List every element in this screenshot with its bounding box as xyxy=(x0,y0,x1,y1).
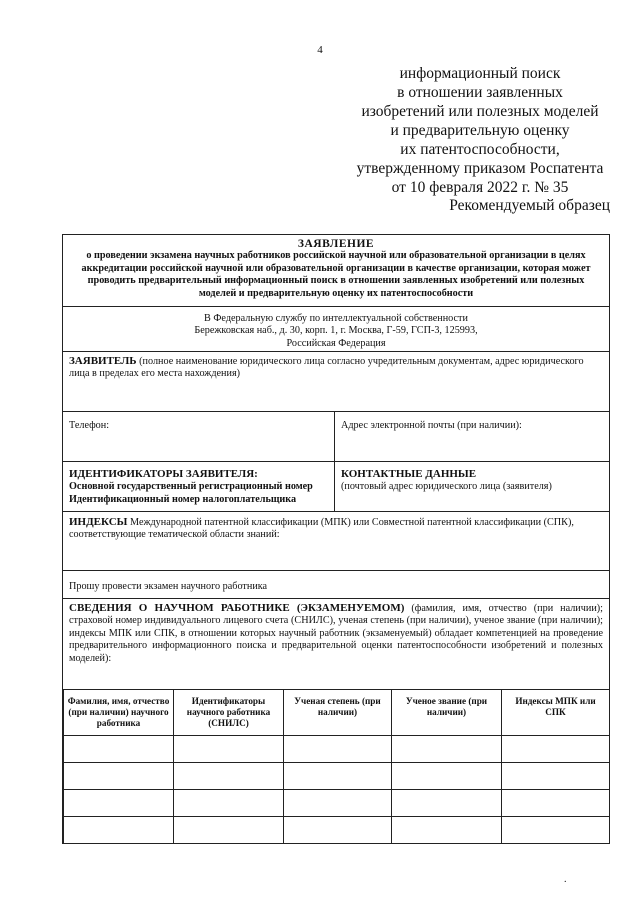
request-text: Прошу провести экзамен научного работника xyxy=(69,581,268,592)
table-cell[interactable] xyxy=(174,763,284,790)
header-line: утвержденному приказом Роспатента xyxy=(356,160,604,177)
worker-section xyxy=(63,599,609,845)
addressee-line: Российская Федерация xyxy=(286,337,386,349)
table-cell[interactable] xyxy=(284,763,392,790)
table-cell[interactable] xyxy=(64,736,174,763)
table-cell[interactable] xyxy=(392,736,502,763)
applicant-field[interactable] xyxy=(63,352,609,412)
table-cell[interactable] xyxy=(284,790,392,817)
table-cell[interactable] xyxy=(174,736,284,763)
addressee-line: В Федеральную службу по интеллектуальной собственности xyxy=(204,313,468,324)
contact-row xyxy=(63,412,609,462)
page-number: 4 xyxy=(317,44,323,56)
table-row xyxy=(64,763,610,790)
addressee-line: Бережковская наб., д. 30, корп. 1, г. Москва, Г-59, ГСП-3, 125993, xyxy=(194,325,478,337)
table-cell[interactable] xyxy=(64,817,174,844)
column-header-degree: Ученая степень (при наличии) xyxy=(284,690,392,736)
column-header-title: Ученое звание (при наличии) xyxy=(392,690,502,736)
header-line: в отношении заявленных xyxy=(397,84,563,101)
table-cell[interactable] xyxy=(284,817,392,844)
application-form xyxy=(62,234,610,844)
contacts-label: КОНТАКТНЫЕ ДАННЫЕ xyxy=(341,468,477,480)
table-row xyxy=(64,817,610,844)
indices-description: Международной патентной классификации (МПК) или Совместной патентной классификации (СПК), соответствующие тематической области знаний: xyxy=(69,517,574,541)
table-cell[interactable] xyxy=(174,817,284,844)
table-row xyxy=(64,736,610,763)
contacts-field[interactable] xyxy=(335,462,609,511)
header-line: изобретений или полезных моделей xyxy=(361,103,599,120)
recommended-sample-label: Рекомендуемый образец xyxy=(449,197,610,214)
addressee-section xyxy=(63,307,609,352)
header-line: от 10 февраля 2022 г. № 35 xyxy=(391,179,569,196)
identifiers-row xyxy=(63,462,609,512)
table-cell[interactable] xyxy=(284,736,392,763)
approval-header xyxy=(350,64,610,197)
identifiers-label: ИДЕНТИФИКАТОРЫ ЗАЯВИТЕЛЯ: xyxy=(69,468,258,480)
indices-field[interactable] xyxy=(63,512,609,571)
request-section xyxy=(63,571,609,599)
worker-description: (фамилия, имя, отчество (при наличии); страховой номер индивидуального лицевого счета (СНИЛС), ученая степень (при наличии), ученое звание (при наличии); индексы МПК или СПК, в отношении которых научный работник (экзаменуемый) обладает компетенцией на проведение предварительного информационного поиска и предварительной оценки патентоспособности изобретений и полезных моделей): xyxy=(69,603,603,664)
form-title: ЗАЯВЛЕНИЕ xyxy=(297,238,375,250)
table-cell[interactable] xyxy=(502,817,610,844)
email-field[interactable] xyxy=(335,412,609,461)
table-cell[interactable] xyxy=(502,736,610,763)
table-cell[interactable] xyxy=(502,790,610,817)
applicant-label: ЗАЯВИТЕЛЬ xyxy=(69,355,137,367)
email-label: Адрес электронной почты (при наличии): xyxy=(341,420,522,431)
phone-field[interactable] xyxy=(63,412,335,461)
table-cell[interactable] xyxy=(502,763,610,790)
column-header-fullname: Фамилия, имя, отчество (при наличии) научного работника xyxy=(64,690,174,736)
worker-label: СВЕДЕНИЯ О НАУЧНОМ РАБОТНИКЕ (ЭКЗАМЕНУЕМОМ) xyxy=(69,602,405,614)
contacts-description: (почтовый адрес юридического лица (заявителя) xyxy=(341,481,552,493)
ogrn-label: Основной государственный регистрационный номер xyxy=(69,481,313,493)
identifiers-field[interactable] xyxy=(63,462,335,511)
column-header-snils: Идентификаторы научного работника (СНИЛС) xyxy=(174,690,284,736)
table-cell[interactable] xyxy=(64,763,174,790)
table-cell[interactable] xyxy=(392,763,502,790)
form-title-section xyxy=(63,235,609,307)
table-cell[interactable] xyxy=(64,790,174,817)
phone-label: Телефон: xyxy=(69,420,110,431)
applicant-description: (полное наименование юридического лица согласно учредительным документам, адрес юридического лица в пределах его места нахождения) xyxy=(69,356,584,380)
footer-mark: . xyxy=(564,874,567,885)
header-line: их патентоспособности, xyxy=(400,141,560,158)
header-line: информационный поиск xyxy=(399,65,561,82)
column-header-indices: Индексы МПК или СПК xyxy=(502,690,610,736)
header-line: и предварительную оценку xyxy=(390,122,570,139)
table-header-row xyxy=(64,690,610,736)
table-row xyxy=(64,790,610,817)
form-subtitle: о проведении экзамена научных работников российской научной или образовательной организации в целях аккредитации российской научной или образовательной организации в качестве организации, которая может проводить предварительный информационный поиск в отношении заявленных изобретений или полезных моделей и предварительную оценку их патентоспособности xyxy=(81,250,591,299)
table-cell[interactable] xyxy=(174,790,284,817)
indices-label: ИНДЕКСЫ xyxy=(69,516,128,528)
worker-table xyxy=(63,689,610,844)
inn-label: Идентификационный номер налогоплательщика xyxy=(69,493,297,505)
table-cell[interactable] xyxy=(392,790,502,817)
table-cell[interactable] xyxy=(392,817,502,844)
